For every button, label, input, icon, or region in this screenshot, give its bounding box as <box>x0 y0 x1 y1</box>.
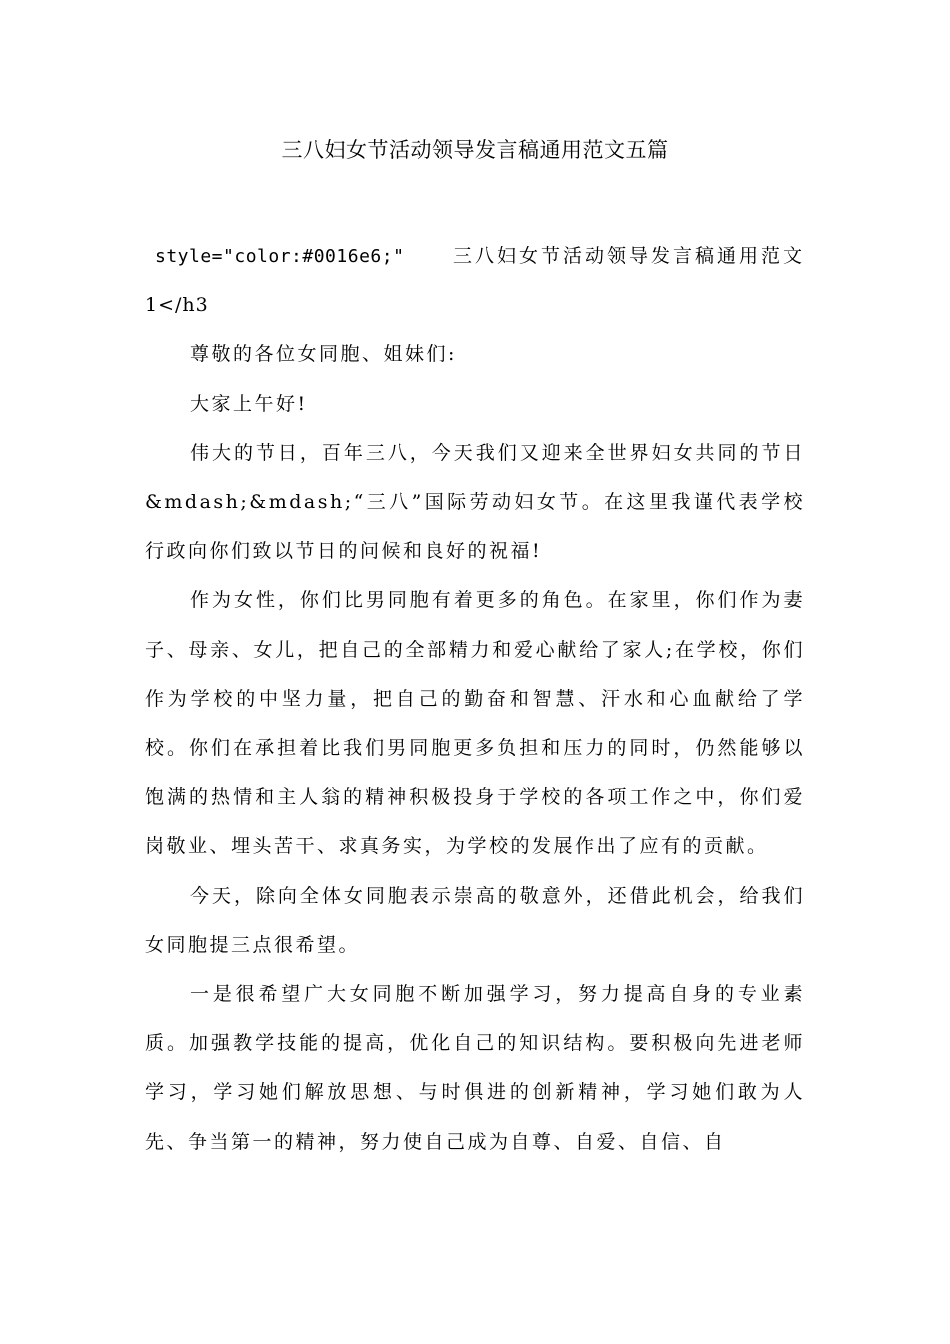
paragraph: 作为女性，你们比男同胞有着更多的角色。在家里，你们作为妻子、母亲、女儿，把自己的全部精力和爱心献给了家人;在学校，你们作为学校的中坚力量，把自己的勤奋和智慧、汗水和心血献给了学校。你们在承担着比我们男同胞更多负担和压力的同时，仍然能够以饱满的热情和主人翁的精神积极投身于学校的各项工作之中，你们爱岗敬业、埋头苦干、求真务实，为学校的发展作出了应有的贡献。 <box>145 589 805 858</box>
document-body <box>145 232 805 1167</box>
paragraph: 伟大的节日，百年三八，今天我们又迎来全世界妇女共同的节日&mdash;&mdash;“三八”国际劳动妇女节。在这里我谨代表学校行政向你们致以节日的问候和良好的祝福! <box>145 441 805 563</box>
paragraph: 今天，除向全体女同胞表示崇高的敬意外，还借此机会，给我们女同胞提三点很希望。 <box>145 884 805 956</box>
heading-style-attr: style="color:#0016e6;" <box>155 246 405 267</box>
document-title: 三八妇女节活动领导发言稿通用范文五篇 <box>281 138 669 162</box>
paragraph-greeting: 大家上午好! <box>190 392 308 415</box>
paragraph: 一是很希望广大女同胞不断加强学习，努力提高自身的专业素质。加强教学技能的提高，优化自己的知识结构。要积极向先进老师学习，学习她们解放思想、与时俱进的创新精神，学习她们敢为人先、争当第一的精神，努力使自己成为自尊、自爱、自信、自 <box>145 983 805 1153</box>
section-heading <box>145 232 805 281</box>
heading-tail: 1</h3 <box>145 294 209 317</box>
heading-text: 三八妇女节活动领导发言稿通用范文 <box>452 245 805 267</box>
paragraph-salutation: 尊敬的各位女同胞、姐妹们: <box>190 343 457 366</box>
